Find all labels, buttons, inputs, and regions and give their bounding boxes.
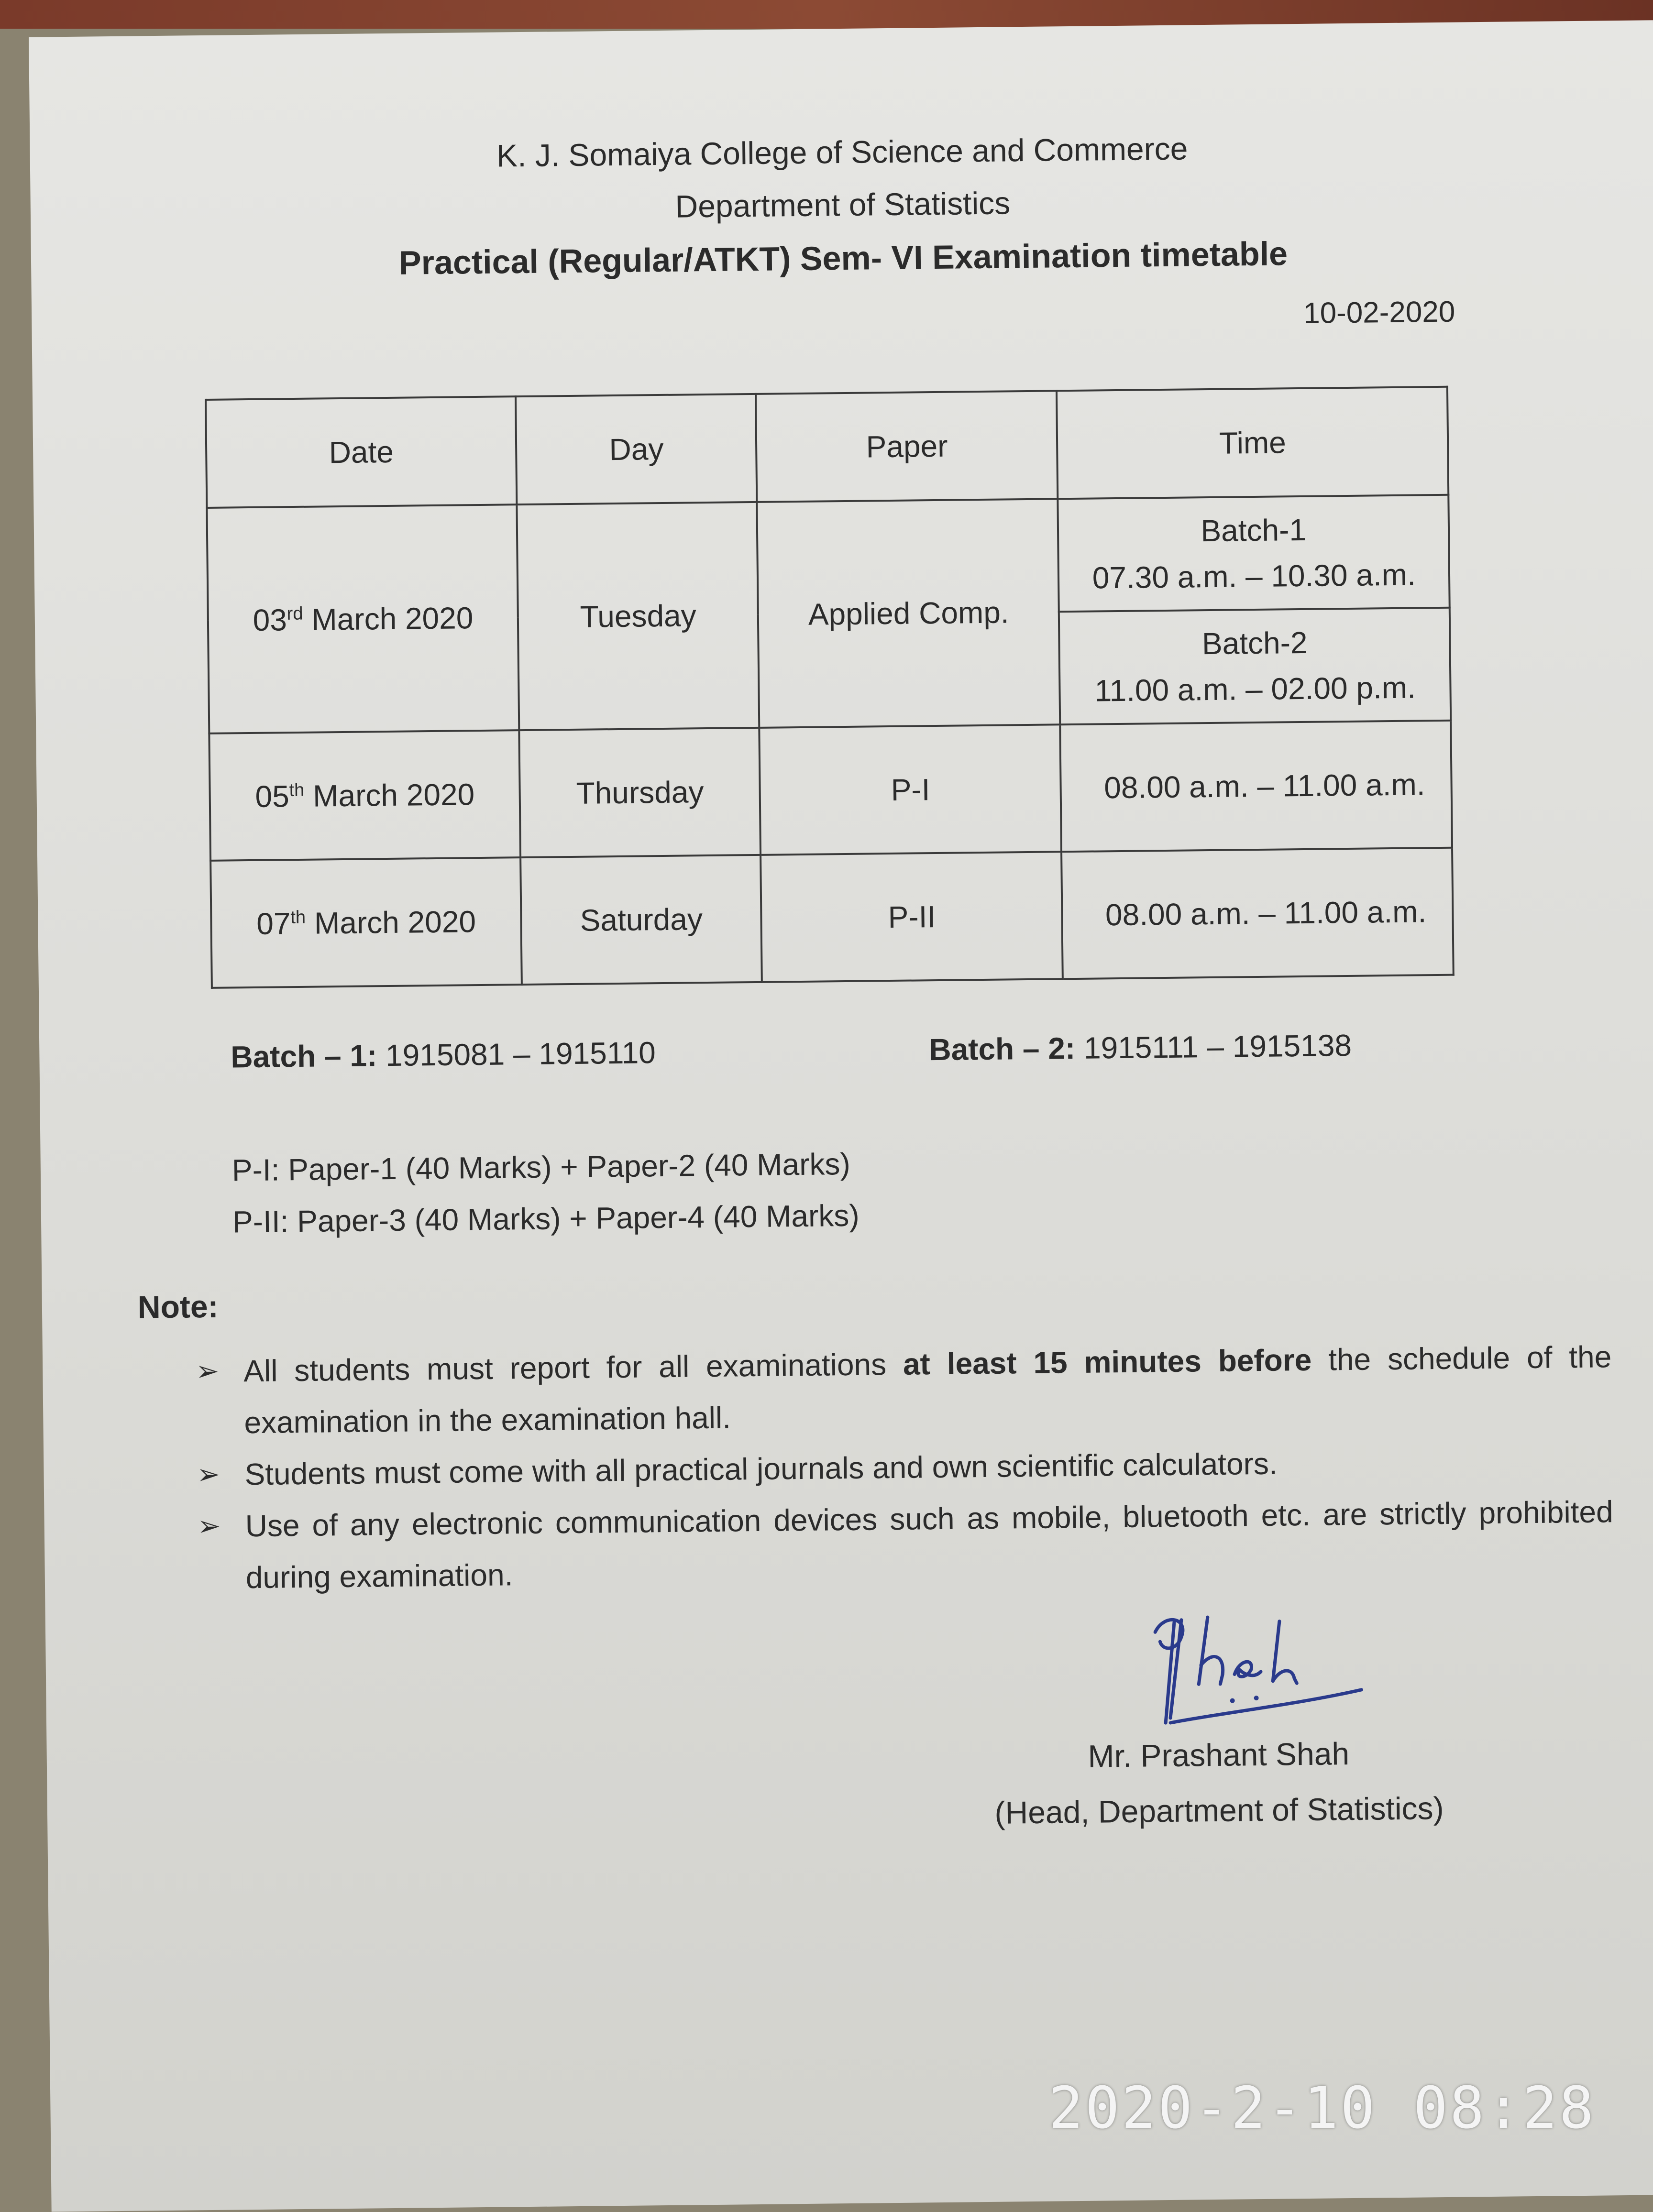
list-item: ➢ Use of any electronic communication devices such as mobile, bluetooth etc. are strictly prohibited during examination. (197, 1494, 1613, 1595)
header-day: Day (516, 394, 757, 504)
row1-batch1-time: Batch-1 07.30 a.m. – 10.30 a.m. (1058, 495, 1450, 612)
row2-date: 05th March 2020 (209, 730, 520, 861)
header-time: Time (1057, 387, 1448, 499)
table-row (209, 721, 1452, 861)
note-heading: Note: (137, 1288, 219, 1325)
document-title: Practical (Regular/ATKT) Sem- VI Examination timetable (398, 235, 1288, 282)
department-name: Department of Statistics (675, 185, 1011, 224)
paper-composition (231, 1138, 860, 1248)
list-item: ➢ Students must come with all practical journals and own scientific calculators. (187, 1434, 1613, 1500)
signatory-block (955, 1724, 1482, 1841)
paper-p1-line: P-I: Paper-1 (40 Marks) + Paper-2 (40 Marks) (231, 1146, 851, 1188)
signatory-designation: (Head, Department of Statistics) (994, 1790, 1444, 1830)
signatory-name: Mr. Prashant Shah (1088, 1736, 1350, 1774)
row2-paper: P-I (760, 724, 1062, 855)
timetable-document (29, 20, 1653, 2212)
row3-day: Saturday (520, 855, 762, 985)
row1-batch2-time: Batch-2 11.00 a.m. – 02.00 p.m. (1059, 608, 1451, 725)
batch1-range: Batch – 1: 1915081 – 1915110 (231, 1035, 656, 1074)
photo-timestamp: 2020-2-10 08:28 (1048, 2075, 1596, 2142)
table-header-row (206, 387, 1448, 508)
row1-day: Tuesday (517, 502, 760, 730)
handwritten-signature-icon (1136, 1601, 1386, 1737)
college-name: K. J. Somaiya College of Science and Commerce (496, 131, 1188, 174)
row3-time: 08.00 a.m. – 11.00 a.m. (1062, 848, 1454, 979)
paper-p2-line: P-II: Paper-3 (40 Marks) + Paper-4 (40 Marks) (232, 1198, 860, 1239)
row3-date: 07th March 2020 (210, 857, 522, 988)
arrow-bullet-icon: ➢ (195, 1355, 220, 1387)
arrow-bullet-icon: ➢ (197, 1458, 220, 1490)
row2-time: 08.00 a.m. – 11.00 a.m. (1060, 721, 1452, 852)
list-item: ➢ All students must report for all examinations at least 15 minutes before the schedule of the examination in the examination hall. (195, 1339, 1612, 1440)
header-paper: Paper (756, 391, 1058, 502)
header-date: Date (206, 396, 517, 508)
row1-paper: Applied Comp. (757, 499, 1060, 728)
table-row (210, 848, 1454, 988)
table-row (207, 495, 1449, 621)
issue-date: 10-02-2020 (1303, 295, 1455, 330)
row3-paper: P-II (760, 852, 1063, 982)
arrow-bullet-icon: ➢ (197, 1510, 221, 1542)
row2-day: Thursday (519, 728, 761, 857)
batch2-range: Batch – 2: 1915111 – 1915138 (928, 1028, 1352, 1067)
timetable-table (205, 386, 1455, 989)
row1-date: 03rd March 2020 (207, 504, 519, 734)
notes-list (186, 1331, 1614, 1604)
